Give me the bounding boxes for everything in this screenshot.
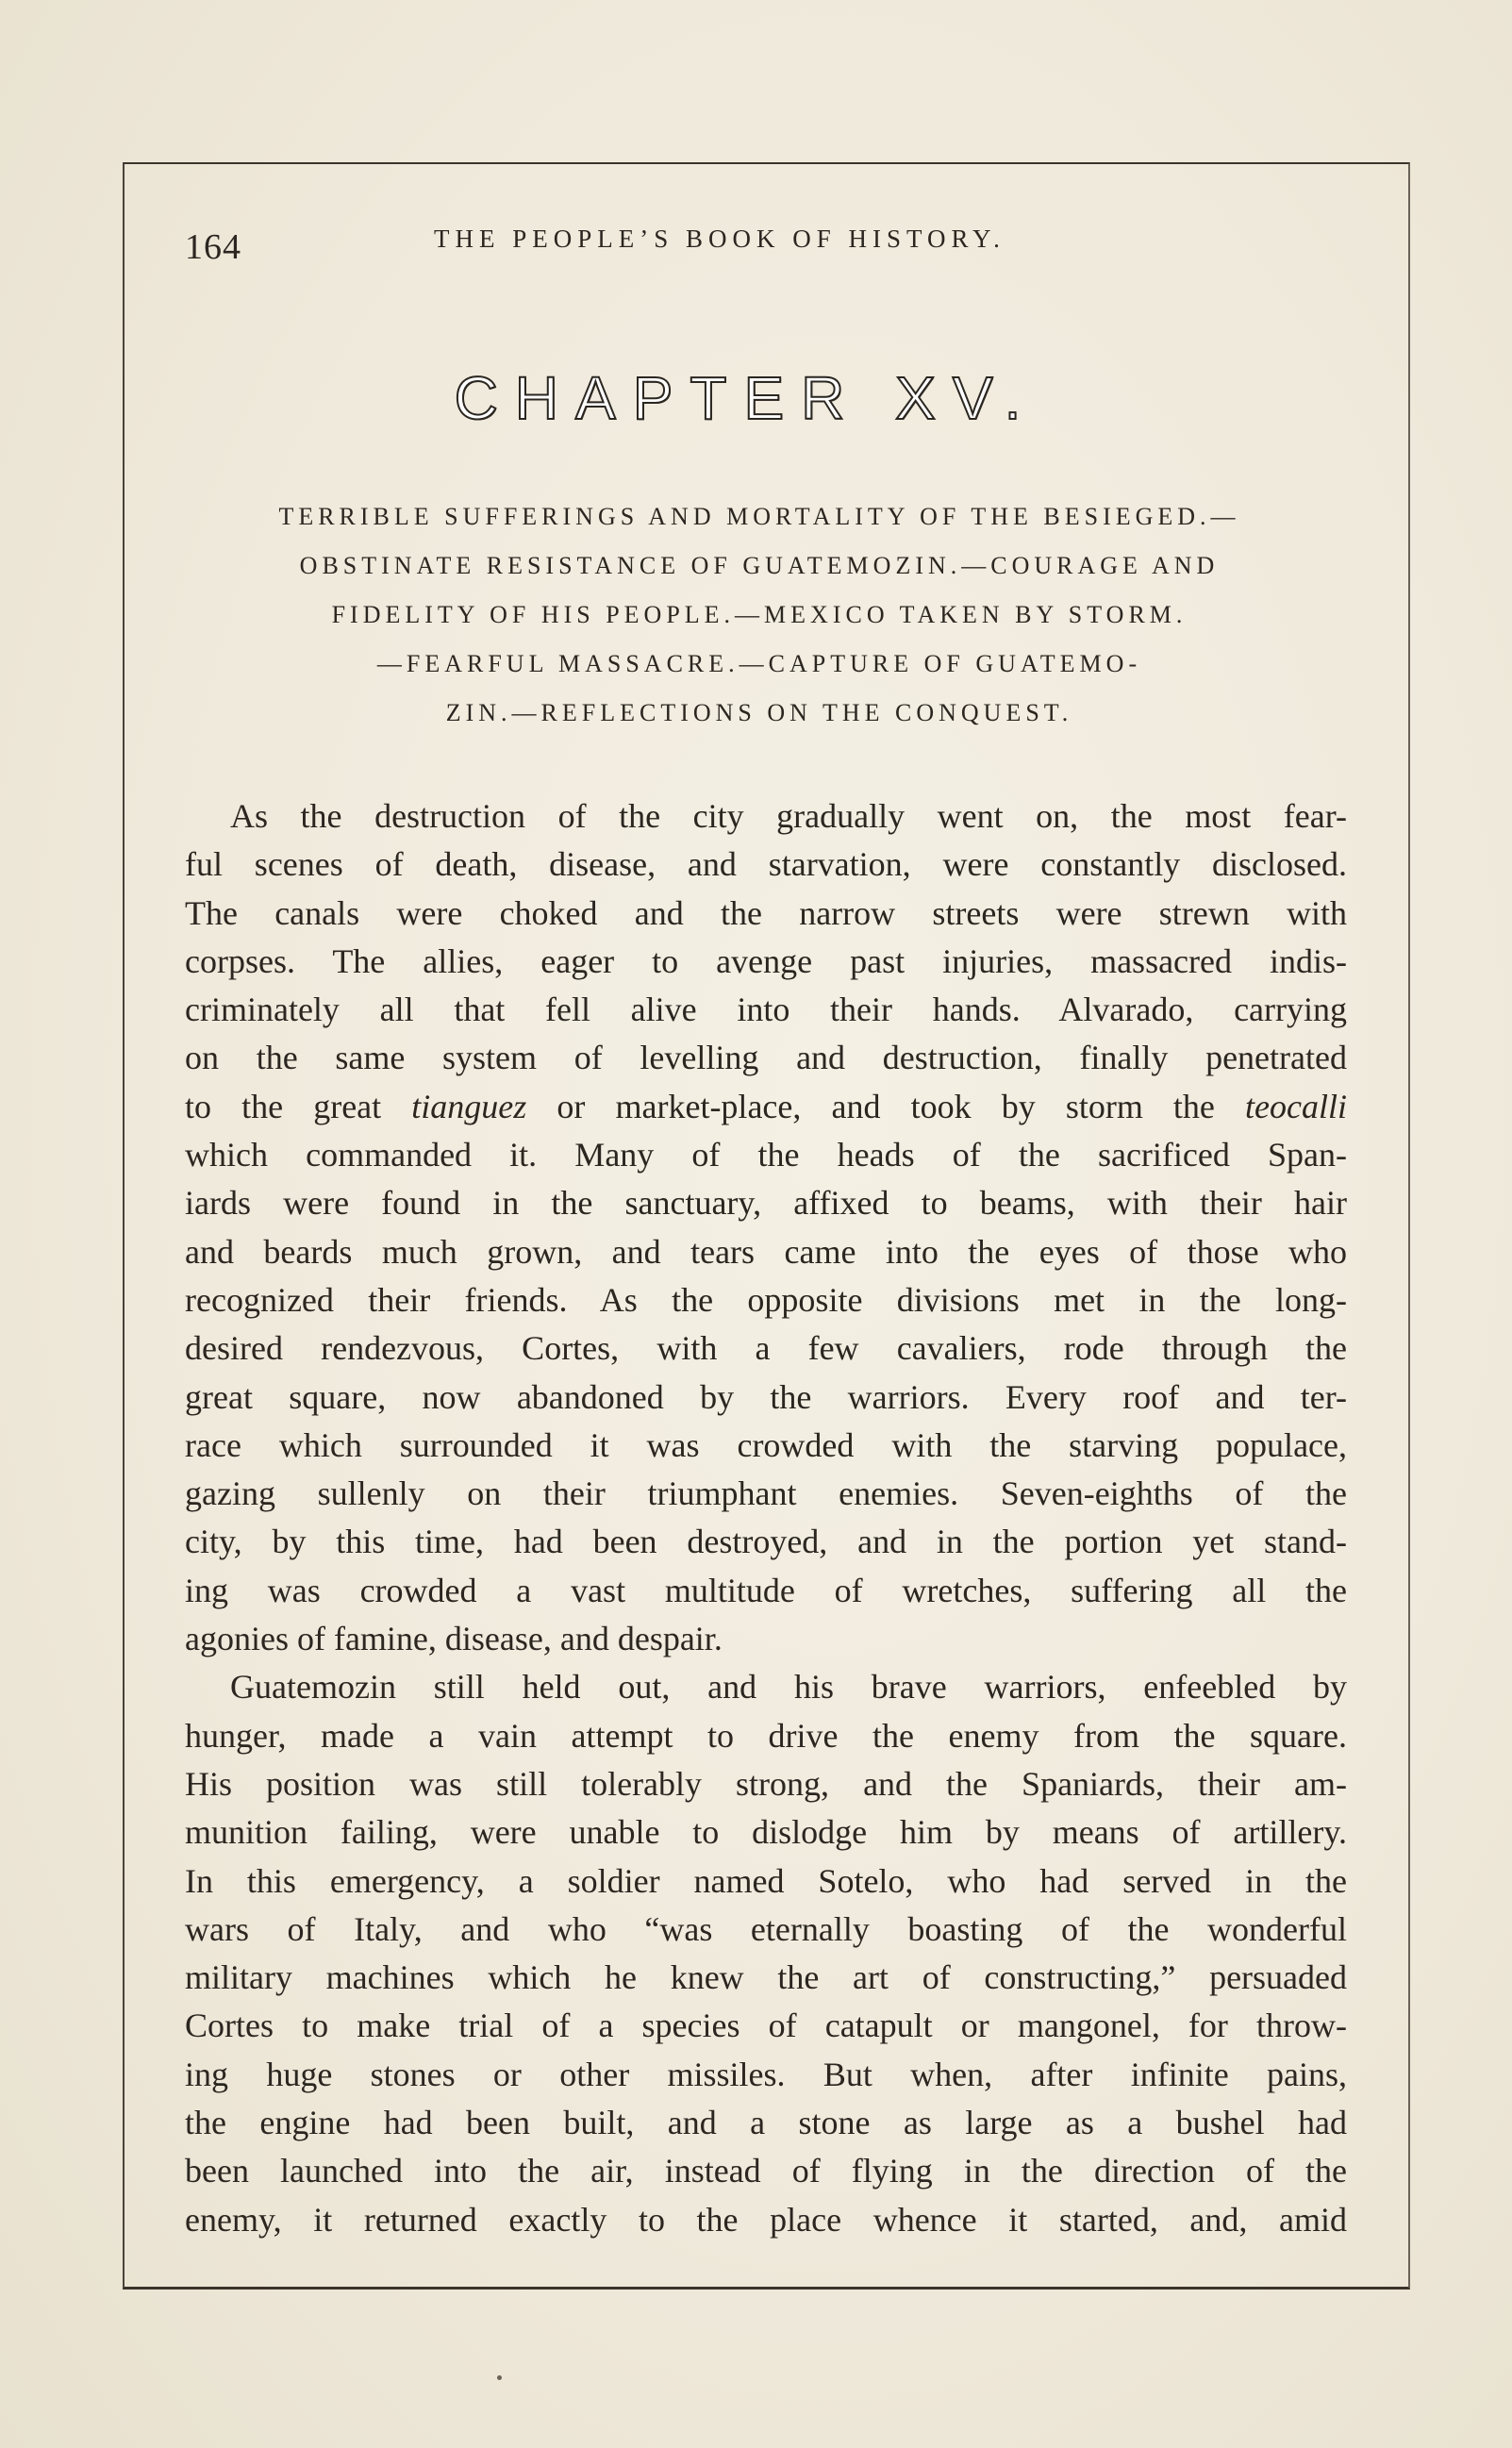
text-line: ing was crowded a vast multitude of wretches, suffering all the (185, 1571, 1347, 1609)
running-head (185, 219, 1307, 275)
text-line: Guatemozin still held out, and his brave warriors, enfeebled by (230, 1668, 1347, 1707)
italic-term-tianguez: tianguez (411, 1087, 527, 1125)
text-line: His position was still tolerably strong, and the Spaniards, their am- (185, 1764, 1347, 1803)
text-line: criminately all that fell alive into their hands. Alvarado, carrying (185, 991, 1347, 1029)
text-fragment: to the great (185, 1087, 412, 1125)
running-title: THE PEOPLE’S BOOK OF HISTORY. (434, 225, 1005, 253)
text-line: iards were found in the sanctuary, affixed to beams, with their hair (185, 1184, 1347, 1223)
text-line: desired rendezvous, Cortes, with a few cavaliers, rode through the (185, 1329, 1347, 1368)
text-line: hunger, made a vain attempt to drive the enemy from the square. (185, 1716, 1347, 1755)
page-number: 164 (185, 227, 241, 267)
text-line: race which surrounded it was crowded with the starving populace, (185, 1425, 1347, 1464)
text-line: corpses. The allies, eager to avenge past injuries, massacred indis- (185, 941, 1347, 980)
text-line: on the same system of levelling and destruction, finally penetrated (185, 1039, 1347, 1077)
text-fragment: or market-place, and took by storm the (526, 1087, 1246, 1125)
summary-line: OBSTINATE RESISTANCE OF GUATEMOZIN.—COURAGE AND (299, 552, 1220, 579)
text-line: wars of Italy, and who “was eternally boasting of the wonderful (185, 1909, 1347, 1948)
body-text (185, 792, 1347, 2244)
summary-line: TERRIBLE SUFFERINGS AND MORTALITY OF THE BESIEGED.— (278, 503, 1240, 530)
text-line: military machines which he knew the art of constructing,” persuaded (185, 1958, 1347, 1997)
summary-line: FIDELITY OF HIS PEOPLE.—MEXICO TAKEN BY STORM. (331, 601, 1188, 628)
paper-speck (497, 2375, 502, 2380)
text-line: which commanded it. Many of the heads of the sacrificed Span- (185, 1136, 1347, 1174)
text-line: city, by this time, had been destroyed, and in the portion yet stand- (185, 1523, 1347, 1561)
text-line: and beards much grown, and tears came into the eyes of those who (185, 1232, 1347, 1271)
text-line: ing huge stones or other missiles. But when, after infinite pains, (185, 2055, 1347, 2093)
text-line: enemy, it returned exactly to the place whence it started, and, amid (185, 2200, 1347, 2239)
text-line: the engine had been built, and a stone as large as a bushel had (185, 2104, 1347, 2142)
text-line: recognized their friends. As the opposite divisions met in the long- (185, 1280, 1347, 1319)
chapter-summary (179, 492, 1339, 738)
text-line: munition failing, were unable to dislodge him by means of artillery. (185, 1813, 1347, 1852)
text-line: great square, now abandoned by the warriors. Every roof and ter- (185, 1377, 1347, 1416)
text-line: agonies of famine, disease, and despair. (185, 1620, 723, 1658)
text-line: As the destruction of the city gradually went on, the most fear- (230, 797, 1347, 835)
text-line: Cortes to make trial of a species of catapult or mangonel, for throw- (185, 2007, 1347, 2045)
summary-line: —FEARFUL MASSACRE.—CAPTURE OF GUATEMO- (376, 650, 1142, 677)
summary-line: ZIN.—REFLECTIONS ON THE CONQUEST. (445, 699, 1073, 726)
text-line: ful scenes of death, disease, and starvation, were constantly disclosed. (185, 845, 1347, 884)
text-line (185, 1083, 1347, 1131)
chapter-title: CHAPTER XV. (454, 364, 1038, 432)
italic-term-teocalli: teocalli (1245, 1087, 1347, 1125)
text-line: The canals were choked and the narrow streets were strewn with (185, 893, 1347, 932)
text-line: In this emergency, a soldier named Sotelo, who had served in the (185, 1861, 1347, 1900)
text-line: been launched into the air, instead of flying in the direction of the (185, 2152, 1347, 2190)
text-line: gazing sullenly on their triumphant enemies. Seven-eighths of the (185, 1474, 1347, 1513)
